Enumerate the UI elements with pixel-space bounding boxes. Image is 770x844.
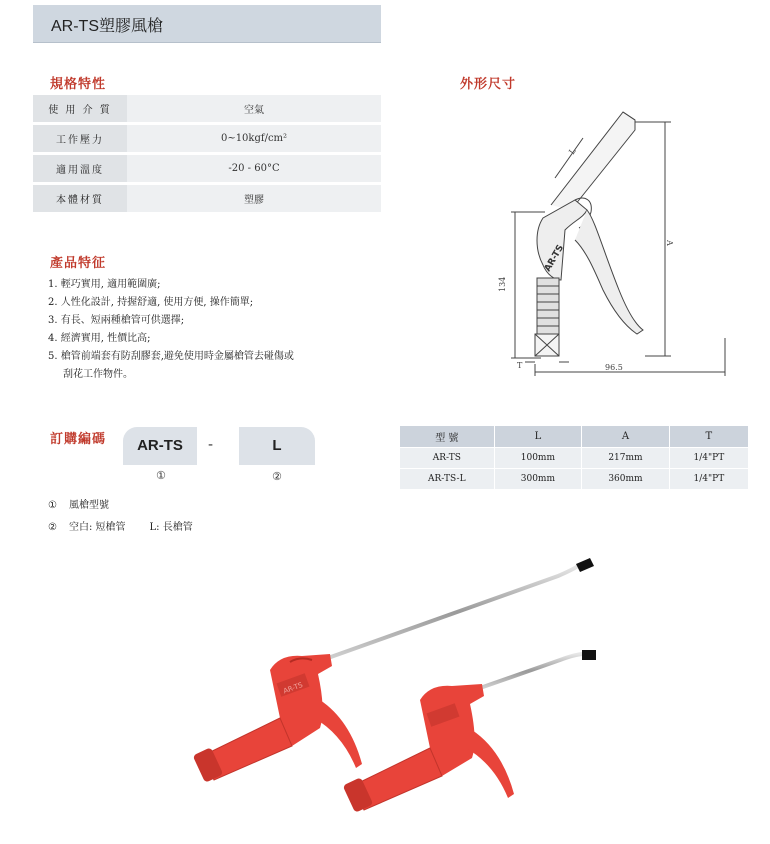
table-cell: 100mm	[494, 448, 582, 469]
spec-label: 使 用 介 質	[33, 95, 127, 124]
spec-label: 工作壓力	[33, 124, 127, 154]
order-notes	[48, 495, 193, 539]
note-text: 空白: 短槍管	[68, 522, 126, 533]
dim-label-height: 134	[498, 276, 507, 292]
column-header: T	[669, 426, 748, 448]
order-code-model-box: AR-TS	[123, 427, 197, 465]
dimension-section-title: 外形尺寸	[460, 77, 517, 92]
dim-label-A: A	[665, 240, 674, 246]
table-cell: 1/4"PT	[669, 448, 748, 469]
order-code-option-box: L	[239, 427, 315, 465]
dim-label-T: T	[517, 361, 523, 370]
column-header: L	[494, 426, 582, 448]
order-marker-1: ①	[156, 469, 166, 482]
title-bar	[33, 5, 381, 43]
dimension-drawing	[495, 100, 735, 380]
barrel-outline	[551, 112, 635, 210]
column-header: A	[582, 426, 670, 448]
table-cell: 300mm	[494, 469, 582, 490]
features-section-title: 產品特征	[50, 256, 107, 271]
features-list	[48, 276, 378, 384]
gun-label: AR-TS	[282, 680, 304, 696]
note-marker: ①	[48, 500, 57, 511]
spec-value: 0~10kgf/cm²	[127, 124, 381, 154]
table-cell: AR-TS	[400, 448, 494, 469]
order-section-title: 訂購編碼	[50, 432, 107, 447]
table-cell: AR-TS-L	[400, 469, 494, 490]
spec-section-title: 規格特性	[50, 77, 107, 92]
spec-label: 本體材質	[33, 184, 127, 214]
order-note-2	[48, 517, 193, 539]
dim-label-width: 96.5	[605, 363, 623, 372]
table-row	[33, 124, 381, 154]
list-item: 3. 有長、短兩種槍管可供選擇;	[48, 315, 185, 326]
list-item: 2. 人性化設計, 持握舒適, 使用方便, 操作簡單;	[48, 297, 254, 308]
order-code-dash: -	[208, 437, 214, 453]
table-cell: 1/4"PT	[669, 469, 748, 490]
note-text: 風槍型號	[68, 500, 109, 511]
table-cell: 217mm	[582, 448, 670, 469]
table-row	[33, 95, 381, 124]
spec-value: -20 - 60°C	[127, 154, 381, 184]
model-table	[400, 426, 749, 489]
table-row	[33, 184, 381, 214]
order-note-1	[48, 495, 193, 517]
table-row	[400, 469, 749, 490]
spec-table	[33, 95, 381, 215]
column-header: 型 號	[400, 426, 494, 448]
list-item: 4. 經濟實用, 性價比高;	[48, 333, 151, 344]
page-title: AR-TS塑膠風槍	[51, 18, 164, 35]
spec-value: 空氣	[127, 95, 381, 124]
spec-value: 塑膠	[127, 184, 381, 214]
list-item-continued: 刮花工作物件。	[63, 369, 133, 380]
spec-label: 適用溫度	[33, 154, 127, 184]
note-text: L: 長槍管	[149, 522, 193, 533]
table-row	[33, 154, 381, 184]
list-item: 1. 輕巧實用, 適用範圍廣;	[48, 279, 161, 290]
note-marker: ②	[48, 522, 57, 533]
product-photo	[180, 550, 620, 840]
dim-label-L: L	[567, 146, 578, 157]
table-header-row	[400, 426, 749, 448]
body-mark: AR-TS	[542, 243, 567, 274]
table-cell: 360mm	[582, 469, 670, 490]
list-item: 5. 槍管前端套有防刮膠套,避免使用時金屬槍管去碰傷或	[48, 351, 294, 362]
table-row	[400, 448, 749, 469]
order-marker-2: ②	[272, 470, 282, 483]
